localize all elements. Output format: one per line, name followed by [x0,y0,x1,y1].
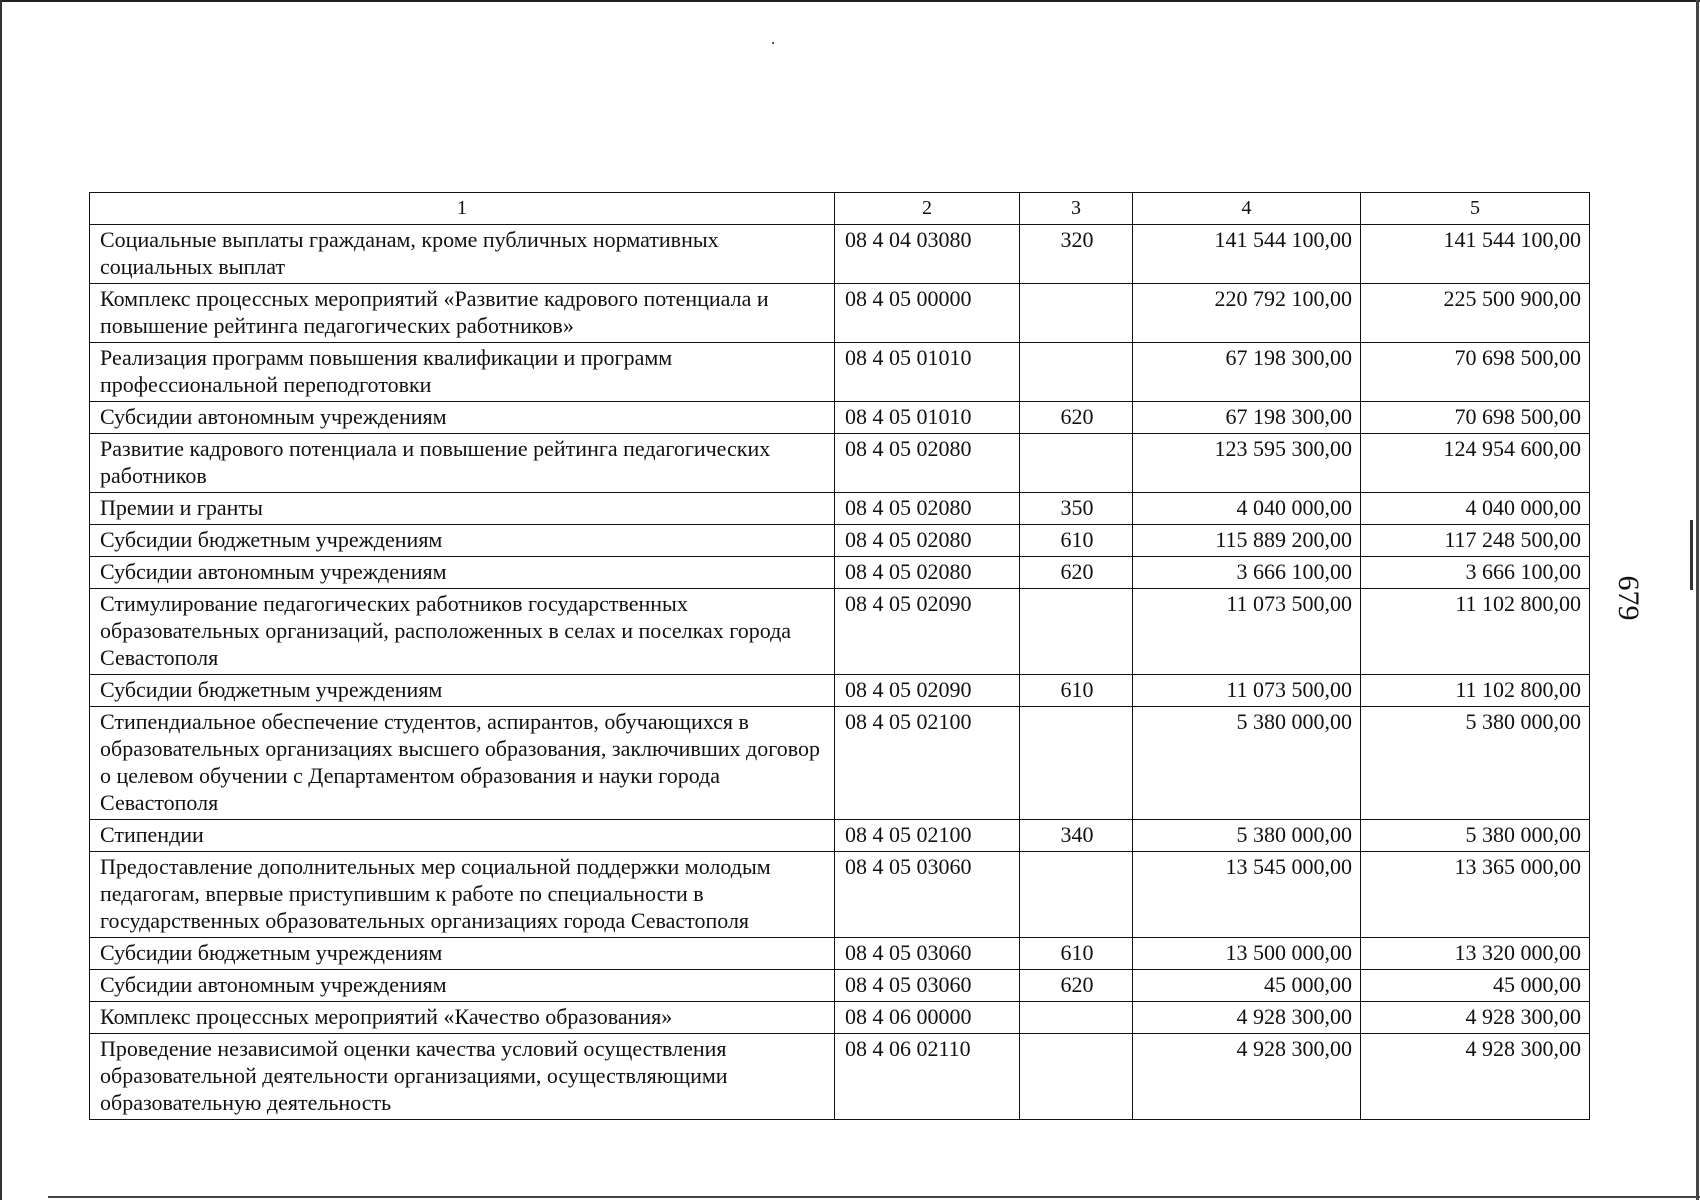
cell-name: Проведение независимой оценки качества условий осуществления образовательной деятельности организациями, осуществляющими образовательную деятельность [90,1034,835,1120]
cell-code: 08 4 05 02080 [835,525,1020,557]
cell-expense-type [1020,589,1133,675]
cell-amount-1: 67 198 300,00 [1133,343,1361,402]
cell-expense-type [1020,852,1133,938]
cell-amount-1: 4 040 000,00 [1133,493,1361,525]
cell-amount-2: 13 365 000,00 [1361,852,1590,938]
cell-amount-2: 5 380 000,00 [1361,820,1590,852]
cell-amount-1: 5 380 000,00 [1133,707,1361,820]
cell-amount-1: 123 595 300,00 [1133,434,1361,493]
table-row [90,525,1590,557]
cell-amount-1: 45 000,00 [1133,970,1361,1002]
cell-expense-type: 350 [1020,493,1133,525]
table-row [90,284,1590,343]
cell-name: Развитие кадрового потенциала и повышение рейтинга педагогических работников [90,434,835,493]
scan-border-left [0,0,2,1200]
cell-expense-type: 620 [1020,970,1133,1002]
cell-name: Субсидии автономным учреждениям [90,402,835,434]
cell-name: Субсидии бюджетным учреждениям [90,675,835,707]
cell-expense-type: 610 [1020,525,1133,557]
table-header [90,193,1590,225]
cell-amount-2: 3 666 100,00 [1361,557,1590,589]
header-col-5: 5 [1361,193,1590,225]
cell-amount-1: 115 889 200,00 [1133,525,1361,557]
table-row [90,402,1590,434]
cell-amount-2: 5 380 000,00 [1361,707,1590,820]
cell-amount-2: 124 954 600,00 [1361,434,1590,493]
table-row [90,820,1590,852]
cell-code: 08 4 05 03060 [835,970,1020,1002]
cell-expense-type: 620 [1020,557,1133,589]
header-col-4: 4 [1133,193,1361,225]
cell-code: 08 4 05 02080 [835,434,1020,493]
cell-amount-2: 4 928 300,00 [1361,1034,1590,1120]
cell-expense-type [1020,284,1133,343]
cell-name: Премии и гранты [90,493,835,525]
cell-expense-type: 340 [1020,820,1133,852]
scan-border-right [1696,0,1699,1200]
cell-name: Комплекс процессных мероприятий «Развитие кадрового потенциала и повышение рейтинга педагогических работников» [90,284,835,343]
cell-code: 08 4 05 02080 [835,493,1020,525]
cell-expense-type: 610 [1020,938,1133,970]
cell-amount-1: 11 073 500,00 [1133,589,1361,675]
cell-code: 08 4 05 02100 [835,820,1020,852]
cell-amount-2: 225 500 900,00 [1361,284,1590,343]
cell-expense-type: 620 [1020,402,1133,434]
table-row [90,557,1590,589]
table-row [90,675,1590,707]
table-row [90,938,1590,970]
table-row [90,225,1590,284]
cell-name: Стимулирование педагогических работников государственных образовательных организаций, расположенных в селах и поселках города Севастополя [90,589,835,675]
cell-code: 08 4 05 03060 [835,852,1020,938]
table-row [90,852,1590,938]
cell-amount-1: 141 544 100,00 [1133,225,1361,284]
cell-amount-1: 4 928 300,00 [1133,1002,1361,1034]
cell-expense-type [1020,707,1133,820]
cell-code: 08 4 06 00000 [835,1002,1020,1034]
cell-code: 08 4 05 02100 [835,707,1020,820]
cell-amount-2: 70 698 500,00 [1361,343,1590,402]
budget-table [89,192,1590,1120]
cell-code: 08 4 05 01010 [835,343,1020,402]
table-body [90,225,1590,1120]
cell-expense-type [1020,434,1133,493]
table-row [90,707,1590,820]
table-row [90,343,1590,402]
cell-amount-2: 13 320 000,00 [1361,938,1590,970]
header-col-2: 2 [835,193,1020,225]
header-row [90,193,1590,225]
cell-amount-1: 220 792 100,00 [1133,284,1361,343]
cell-code: 08 4 05 02080 [835,557,1020,589]
cell-code: 08 4 05 03060 [835,938,1020,970]
cell-name: Субсидии бюджетным учреждениям [90,525,835,557]
cell-amount-1: 4 928 300,00 [1133,1034,1361,1120]
cell-amount-1: 13 500 000,00 [1133,938,1361,970]
cell-amount-2: 11 102 800,00 [1361,675,1590,707]
table-row [90,1002,1590,1034]
cell-code: 08 4 04 03080 [835,225,1020,284]
table-row [90,970,1590,1002]
table-row [90,493,1590,525]
cell-name: Предоставление дополнительных мер социальной поддержки молодым педагогам, впервые приступившим к работе по специальности в государственных образовательных организациях города Севастополя [90,852,835,938]
cell-code: 08 4 05 01010 [835,402,1020,434]
cell-expense-type [1020,1002,1133,1034]
cell-amount-2: 70 698 500,00 [1361,402,1590,434]
cell-name: Субсидии бюджетным учреждениям [90,938,835,970]
cell-code: 08 4 05 02090 [835,589,1020,675]
cell-amount-2: 4 928 300,00 [1361,1002,1590,1034]
cell-amount-2: 141 544 100,00 [1361,225,1590,284]
cell-amount-1: 11 073 500,00 [1133,675,1361,707]
cell-amount-1: 13 545 000,00 [1133,852,1361,938]
cell-code: 08 4 05 00000 [835,284,1020,343]
header-col-1: 1 [90,193,835,225]
cell-name: Комплекс процессных мероприятий «Качество образования» [90,1002,835,1034]
cell-name: Стипендии [90,820,835,852]
cell-name: Субсидии автономным учреждениям [90,557,835,589]
cell-expense-type: 320 [1020,225,1133,284]
cell-amount-2: 4 040 000,00 [1361,493,1590,525]
cell-expense-type [1020,1034,1133,1120]
cell-amount-2: 117 248 500,00 [1361,525,1590,557]
table-row [90,434,1590,493]
scan-speck [772,42,774,44]
table-row [90,589,1590,675]
header-col-3: 3 [1020,193,1133,225]
cell-code: 08 4 06 02110 [835,1034,1020,1120]
cell-name: Реализация программ повышения квалификации и программ профессиональной переподготовки [90,343,835,402]
cell-expense-type: 610 [1020,675,1133,707]
cell-name: Субсидии автономным учреждениям [90,970,835,1002]
cell-name: Социальные выплаты гражданам, кроме публичных нормативных социальных выплат [90,225,835,284]
cell-name: Стипендиальное обеспечение студентов, аспирантов, обучающихся в образовательных организациях высшего образования, заключивших договор о целевом обучении с Департаментом образования и науки города Севастополя [90,707,835,820]
cell-amount-2: 11 102 800,00 [1361,589,1590,675]
scan-mark [1690,520,1693,590]
scan-border-top [0,0,1700,2]
cell-amount-1: 67 198 300,00 [1133,402,1361,434]
scan-border-bottom [48,1196,1700,1198]
cell-amount-1: 5 380 000,00 [1133,820,1361,852]
cell-amount-1: 3 666 100,00 [1133,557,1361,589]
cell-amount-2: 45 000,00 [1361,970,1590,1002]
table-row [90,1034,1590,1120]
page-number: 679 [1612,575,1645,621]
cell-expense-type [1020,343,1133,402]
cell-code: 08 4 05 02090 [835,675,1020,707]
